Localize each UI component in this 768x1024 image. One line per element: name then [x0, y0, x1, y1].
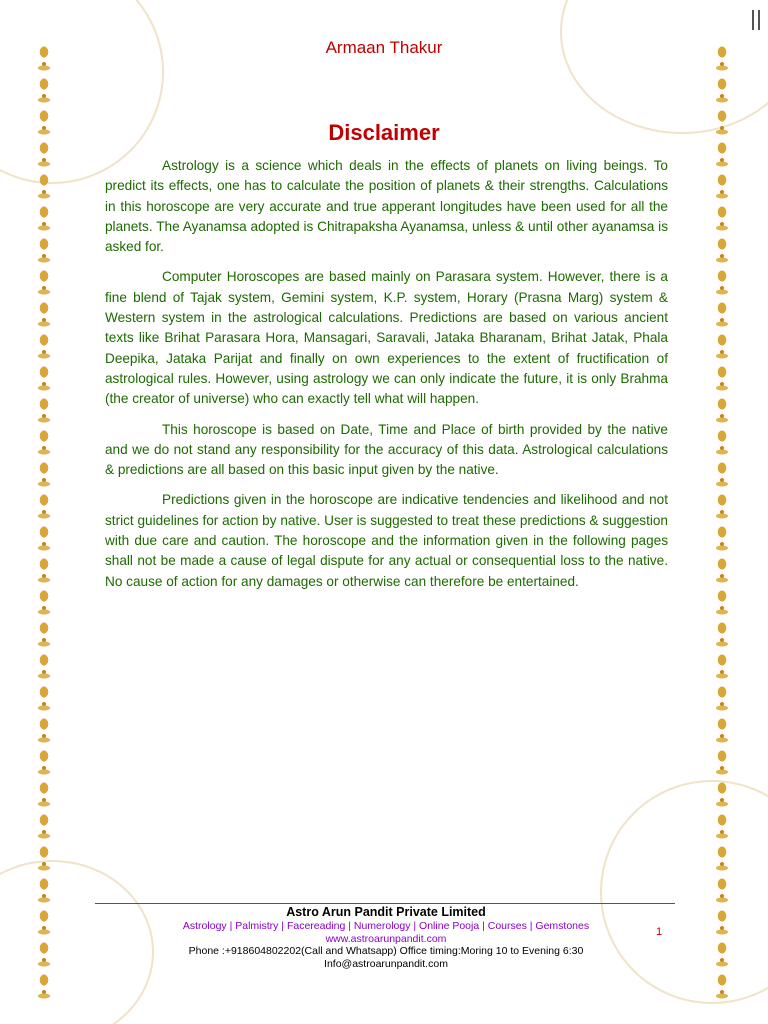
disclaimer-body — [105, 156, 668, 602]
decorative-swirl — [560, 0, 768, 134]
paragraph: This horoscope is based on Date, Time and Place of birth provided by the native and we do not stand any responsibility for the accuracy of this data. Astrological calculations & predictions are all based on this basic input given by the native. — [105, 421, 668, 478]
company-name: Astro Arun Pandit Private Limited — [286, 905, 486, 919]
footer-divider — [95, 903, 675, 904]
scrollbar-mark — [752, 10, 754, 30]
paragraph: Astrology is a science which deals in the effects of planets on living beings. To predict its effects, one has to calculate the position of planets & their strengths. Calculations in this horoscope are very accurate and true apperant longitudes have been used for all the planets. The Ayanamsa adopted is Chitrapaksha Ayanamsa, unless & until other ayanamsa is asked for. — [105, 158, 668, 255]
footer — [100, 905, 672, 970]
email-link[interactable]: Info@astroarunpandit.com — [324, 957, 448, 970]
decorative-swirl — [600, 780, 768, 1004]
paragraph: Computer Horoscopes are based mainly on Parasara system. However, there is a fine blend of Tajak system, Gemini system, K.P. system, Horary (Prasna Marg) system & Western system in the astrological calculations. Predictions are based on various ancient texts like Brihat Parasara Hora, Mansagari, Saravali, Jataka Bharanam, Brihat Jatak, Phala Deepika, Jataka Parijat and finally on own experiences to the extent of fructification of astrological rules. However, using astrology we can only indicate the future, it is only Brahma (the creator of universe) who can exactly tell what will happen. — [105, 269, 668, 407]
ornamental-border-left — [32, 42, 56, 1002]
scrollbar-mark — [758, 10, 760, 30]
page-number: 1 — [656, 926, 663, 938]
services-list: Astrology | Palmistry | Facereading | Numerology | Online Pooja | Courses | Gemstones — [182, 920, 590, 932]
phone-info: Phone :+918604802202(Call and Whatsapp) Office timing:Moring 10 to Evening 6:30 — [188, 945, 584, 957]
paragraph: Predictions given in the horoscope are indicative tendencies and likelihood and not strict guidelines for action by native. User is suggested to treat these predictions & suggestion with due care and caution. The horoscope and the information given in the following pages shall not be made a cause of legal dispute for any actual or consequential loss to the native. No cause of action for any damages or otherwise can therefore be entertained. — [105, 492, 668, 589]
website-link[interactable]: www.astroarunpandit.com — [325, 932, 447, 945]
page-title: Disclaimer — [328, 120, 440, 145]
owner-name: Armaan Thakur — [325, 38, 443, 57]
ornamental-border-right — [710, 42, 734, 1002]
